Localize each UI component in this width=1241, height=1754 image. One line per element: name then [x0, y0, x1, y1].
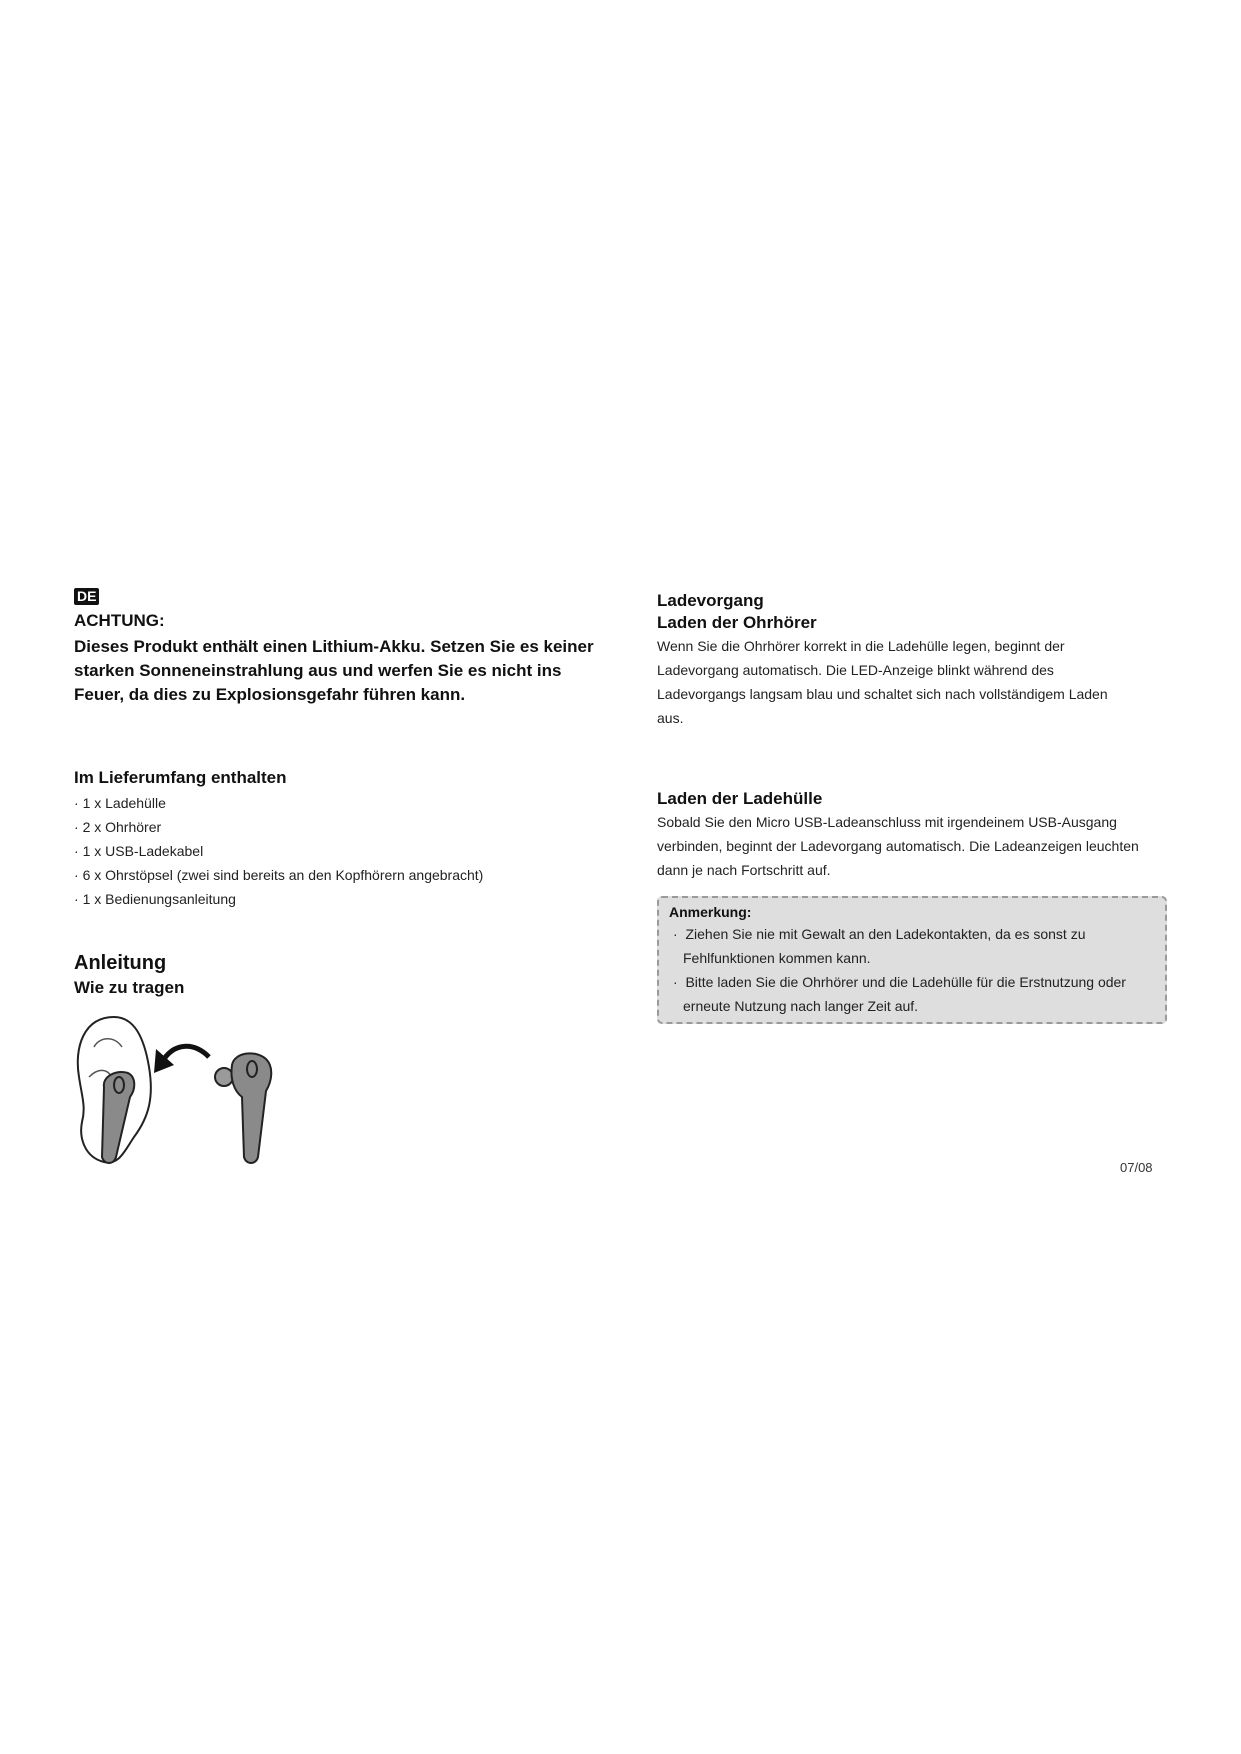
contents-list: [74, 791, 594, 911]
case-charging-text: Sobald Sie den Micro USB-Ladeanschluss mit irgendeinem USB-Ausgang verbinden, beginnt der Ladevorgang automatisch. Die Ladeanzeigen leuchten dann je nach Fortschritt auf.: [657, 814, 1139, 878]
earbud-wearing-illustration: [74, 1007, 304, 1177]
left-column: [74, 588, 594, 1177]
guide-subheading: Wie zu tragen: [74, 978, 185, 997]
list-item: · 2 x Ohrhörer: [74, 815, 594, 839]
arrow-left-icon: [154, 1046, 209, 1073]
warning-title: ACHTUNG:: [74, 611, 165, 630]
note-box: [657, 896, 1167, 1024]
note-title: Anmerkung:: [669, 904, 752, 920]
warning-text: Dieses Produkt enthält einen Lithium-Akku. Setzen Sie es keiner starken Sonneneinstrahlung aus und werfen Sie es nicht ins Feuer, da dies zu Explosionsgefahr führen kann.: [74, 637, 594, 704]
contents-heading: Im Lieferumfang enthalten: [74, 768, 287, 787]
list-item: · 1 x USB-Ladekabel: [74, 839, 594, 863]
list-item: · 1 x Ladehülle: [74, 791, 594, 815]
list-item: · 6 x Ohrstöpsel (zwei sind bereits an den Kopfhörern angebracht): [74, 863, 594, 887]
page-number: 07/08: [1120, 1160, 1153, 1175]
earbuds-charging-text: Wenn Sie die Ohrhörer korrekt in die Ladehülle legen, beginnt der Ladevorgang automatisch. Die LED-Anzeige blinkt während des Ladevorgangs langsam blau und schaltet sich nach vollständigem Laden aus.: [657, 638, 1108, 726]
charging-heading: Ladevorgang: [657, 591, 764, 610]
note-item: · Bitte laden Sie die Ohrhörer und die Ladehülle für die Erstnutzung oder erneute Nutzung nach langer Zeit auf.: [669, 970, 1155, 1018]
earbud-icon: [215, 1053, 271, 1163]
language-badge: DE: [74, 588, 99, 605]
note-item: · Ziehen Sie nie mit Gewalt an den Ladekontakten, da es sonst zu Fehlfunktionen kommen kann.: [669, 922, 1155, 970]
list-item: · 1 x Bedienungsanleitung: [74, 887, 594, 911]
earbuds-charging-heading: Laden der Ohrhörer: [657, 613, 817, 632]
earbud-in-ear-icon: [102, 1072, 134, 1163]
right-column: [657, 588, 1172, 1024]
guide-heading: Anleitung: [74, 952, 167, 974]
case-charging-heading: Laden der Ladehülle: [657, 789, 823, 808]
